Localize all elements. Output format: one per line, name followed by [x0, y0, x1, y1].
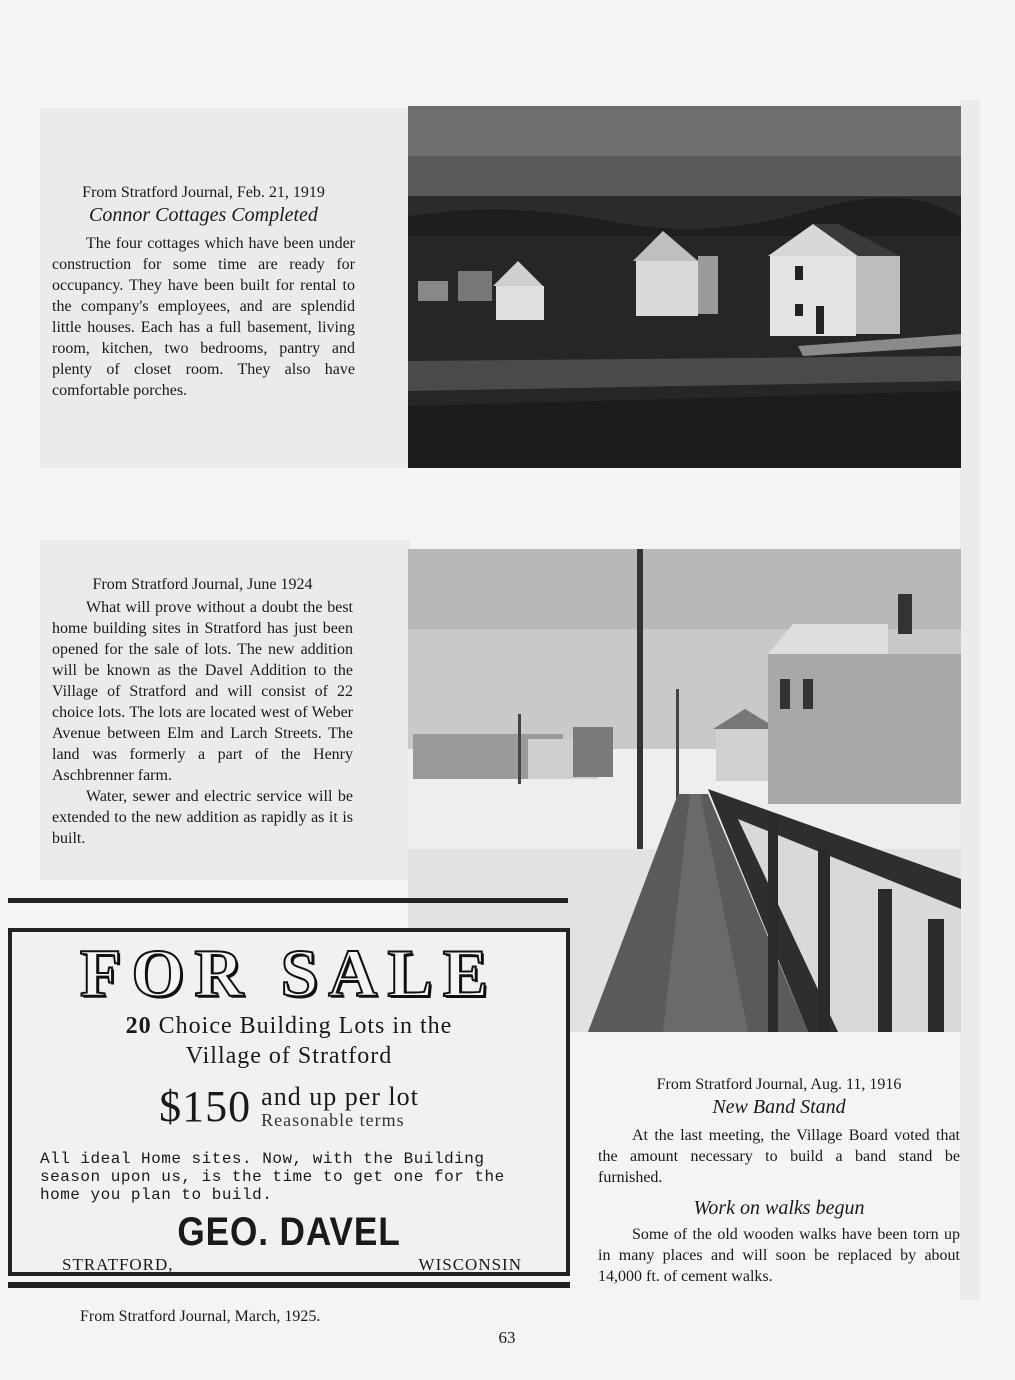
ad-price: $150 — [159, 1082, 252, 1131]
article-headline-2: Work on walks begun — [693, 1197, 865, 1219]
ad-price-suffix: and up per lot — [261, 1081, 419, 1111]
ad-caption: From Stratford Journal, March, 1925. — [80, 1308, 321, 1325]
article-cottages — [52, 183, 355, 401]
article-paragraph: Water, sewer and electric service will be extended to the new addition as rapidly as it is built. — [52, 788, 353, 847]
ad-title: FOR SALE — [79, 935, 499, 1011]
ad-state: WISCONSIN — [418, 1255, 522, 1274]
article-source: From Stratford Journal, June 1924 — [92, 576, 313, 593]
ad-lots-count: 20 — [125, 1013, 152, 1039]
ad-town: STRATFORD, — [62, 1255, 174, 1274]
ad-footer — [62, 1255, 522, 1275]
ad-top-rule — [8, 898, 568, 903]
article-addition — [52, 575, 353, 849]
article-source: From Stratford Journal, Aug. 11, 1916 — [656, 1076, 902, 1093]
article-paragraph: What will prove without a doubt the best home building sites in Stratford has just been opened for the sale of lots. The new addition will be known as the Davel Addition to the Village of Stratford and will consist of 22 choice lots. The lots are located west of Weber Avenue between Elm and Larch Streets. The land was formerly a part of the Henry Aschbrenner farm. — [52, 599, 353, 784]
article-body: At the last meeting, the Village Board voted that the amount necessary to build a band stand be furnished. — [598, 1127, 960, 1186]
ad-price-row — [12, 1081, 566, 1132]
photo-cottages — [408, 106, 961, 468]
article-headline: Connor Cottages Completed — [89, 204, 318, 226]
article-bandstand — [598, 1075, 960, 1287]
ad-price-detail — [261, 1081, 419, 1130]
right-ghost-strip — [960, 100, 980, 1300]
ad-lots-text: Choice Building Lots in the — [158, 1013, 453, 1039]
article-body: The four cottages which have been under construction for some time are ready for occupancy. They have been built for rental to the company's employees, and are splendid little houses. Each has a full basement, living room, kitchen, two bedrooms, pantry and plenty of closet room. They also have comfortable porches. — [52, 235, 355, 399]
ad-terms: Reasonable terms — [261, 1109, 405, 1130]
ad-bottom-rule — [8, 1282, 570, 1288]
for-sale-advertisement — [8, 928, 570, 1276]
ad-lots-line2: Village of Stratford — [185, 1043, 393, 1069]
article-headline: New Band Stand — [712, 1096, 846, 1118]
ad-copy: All ideal Home sites. Now, with the Building season upon us, is the time to get one for the home you plan to build. — [40, 1150, 505, 1204]
ad-lots-line — [12, 1011, 566, 1041]
article-body-2: Some of the old wooden walks have been torn up in many places and will soon be replaced by about 14,000 ft. of cement walks. — [598, 1226, 960, 1285]
article-source: From Stratford Journal, Feb. 21, 1919 — [82, 184, 325, 201]
ad-seller: GEO. DAVEL — [177, 1210, 401, 1254]
page-number: 63 — [498, 1328, 516, 1347]
